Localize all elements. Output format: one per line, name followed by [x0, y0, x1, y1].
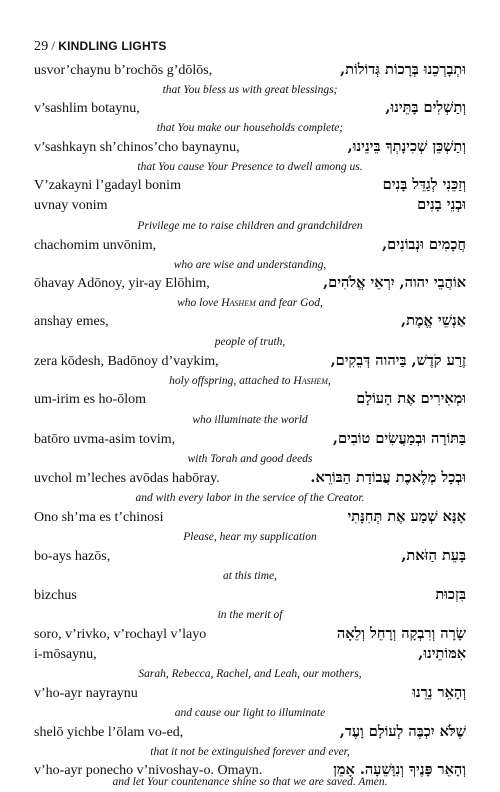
hebrew-line: וְהָאֵר נֵרֵנוּ	[412, 684, 466, 701]
translation-line: and with every labor in the service of the Creator.	[135, 492, 365, 504]
translation-line: that You bless us with great blessings;	[162, 84, 338, 96]
transliteration-line: bo-ays hazōs,	[34, 549, 111, 564]
hebrew-line: וּמְאִירִים אֶת הָעוֹלָם	[356, 390, 466, 407]
transliteration-line-continued: i-mōsaynu,	[34, 647, 97, 662]
hebrew-line-continued: אִמּוֹתֵינוּ,	[418, 645, 466, 662]
transliteration-line: v’sashlim botaynu,	[34, 101, 140, 116]
hebrew-line: שֶׁלֹּא יִכְבֶּה לְעוֹלָם וָעֶד,	[339, 723, 466, 740]
translation-line	[0, 297, 500, 309]
translation-text: who love	[177, 297, 222, 309]
translation-line: with Torah and good deeds	[187, 453, 313, 465]
transliteration-line: bizchus	[34, 588, 77, 603]
transliteration-line: um-irim es ho-ōlom	[34, 392, 146, 407]
translation-line: and cause our light to illuminate	[174, 707, 326, 719]
transliteration-line-continued: uvnay vonim	[34, 198, 108, 213]
translation-line: Sarah, Rebecca, Rachel, and Leah, our mothers,	[138, 668, 362, 680]
hebrew-line: שָׂרָה וְרִבְקָה וְרָחֵל וְלֵאָה	[336, 625, 466, 642]
transliteration-line: anshay emes,	[34, 314, 109, 329]
translation-line: Please, hear my supplication	[183, 531, 317, 543]
hebrew-line: וְהָאֵר פָּנֶיךָ וְנִוָּשֵׁעָה. אָמֵן	[333, 761, 466, 778]
translation-line: that You cause Your Presence to dwell among us.	[137, 161, 363, 173]
divine-name-smallcaps: Hashem	[293, 375, 328, 387]
hebrew-line: זֶרַע קֹדֶשׁ, בַּיהוה דְּבֵקִים,	[330, 352, 466, 369]
hebrew-line: בָּעֵת הַזֹּאת,	[401, 547, 466, 564]
transliteration-line: uvchol m’leches avōdas habōray.	[34, 471, 220, 486]
page-number: 29	[34, 39, 49, 54]
translation-text: and fear God,	[255, 297, 323, 309]
hebrew-line: אַנְשֵׁי אֱמֶת,	[401, 312, 466, 329]
transliteration-line: chachomim unvōnim,	[34, 238, 157, 253]
translation-line: people of truth,	[214, 336, 286, 348]
hebrew-line: וּבְכָל מְלֶאכֶת עֲבוֹדַת הַבּוֹרֵא.	[310, 469, 466, 486]
hebrew-line: חֲכָמִים וּנְבוֹנִים,	[382, 236, 466, 253]
translation-line: and let Your countenance shine so that we are saved. Amen.	[112, 776, 388, 788]
header-separator: /	[51, 38, 56, 53]
transliteration-line: soro, v’rivko, v’rochayl v’layo	[34, 627, 207, 642]
transliteration-line: ōhavay Adōnoy, yir-ay Elōhim,	[34, 276, 210, 291]
translation-line: that You make our households complete;	[156, 122, 344, 134]
hebrew-line: וְתַשְׁכֵּן שְׁכִינָתְךָ בֵּינֵינוּ,	[347, 138, 466, 155]
transliteration-line: zera kōdesh, Badōnoy d’vaykim,	[34, 354, 219, 369]
translation-line: Privilege me to raise children and grandchildren	[137, 220, 363, 232]
transliteration-line: v’ho-ayr nayraynu	[34, 686, 138, 701]
translation-line: who are wise and understanding,	[173, 259, 327, 271]
transliteration-line: usvor’chaynu b’rochōs g’dōlōs,	[34, 63, 213, 78]
page-header	[34, 38, 167, 55]
translation-line: at this time,	[223, 570, 277, 582]
translation-line	[0, 375, 500, 387]
hebrew-line: בִּזְכוּת	[435, 586, 466, 603]
translation-line: that it not be extinguished forever and ever,	[150, 746, 350, 758]
transliteration-line: v’sashkayn sh’chinos’cho baynaynu,	[34, 140, 240, 155]
transliteration-line: v’ho-ayr ponecho v’nivoshay-o. Omayn.	[34, 763, 263, 778]
hebrew-line: וּתְבָרְכֵנוּ בְּרָכוֹת גְּדוֹלוֹת,	[340, 61, 466, 78]
hebrew-line: וְזַכֵּנִי לְגַדֵּל בָּנִים	[382, 176, 466, 193]
transliteration-line: batōro uvma-asim tovim,	[34, 432, 176, 447]
hebrew-line: אָנָּא שְׁמַע אֶת תְּחִנָּתִי	[347, 508, 466, 525]
translation-line: in the merit of	[217, 609, 283, 621]
translation-text: ,	[327, 375, 331, 387]
section-title: KINDLING LIGHTS	[58, 39, 167, 53]
hebrew-line: אוֹהֲבֵי יהוה, יִרְאֵי אֱלֹהִים,	[323, 274, 466, 291]
hebrew-line-continued: וּבְנֵי בָנִים	[417, 196, 466, 213]
hebrew-line: בַּתּוֹרָה וּבְמַעֲשִׂים טוֹבִים,	[332, 430, 466, 447]
hebrew-line: וְתַשְׁלִים בָּתֵּינוּ,	[385, 99, 466, 116]
transliteration-line: Ono sh’ma es t’chinosi	[34, 510, 164, 525]
transliteration-line: V’zakayni l’gadayl bonim	[34, 178, 181, 193]
translation-text: holy offspring, attached to	[169, 375, 294, 387]
transliteration-line: shelō yichbe l’ōlam vo-ed,	[34, 725, 184, 740]
divine-name-smallcaps: Hashem	[221, 297, 256, 309]
translation-line: who illuminate the world	[192, 414, 308, 426]
